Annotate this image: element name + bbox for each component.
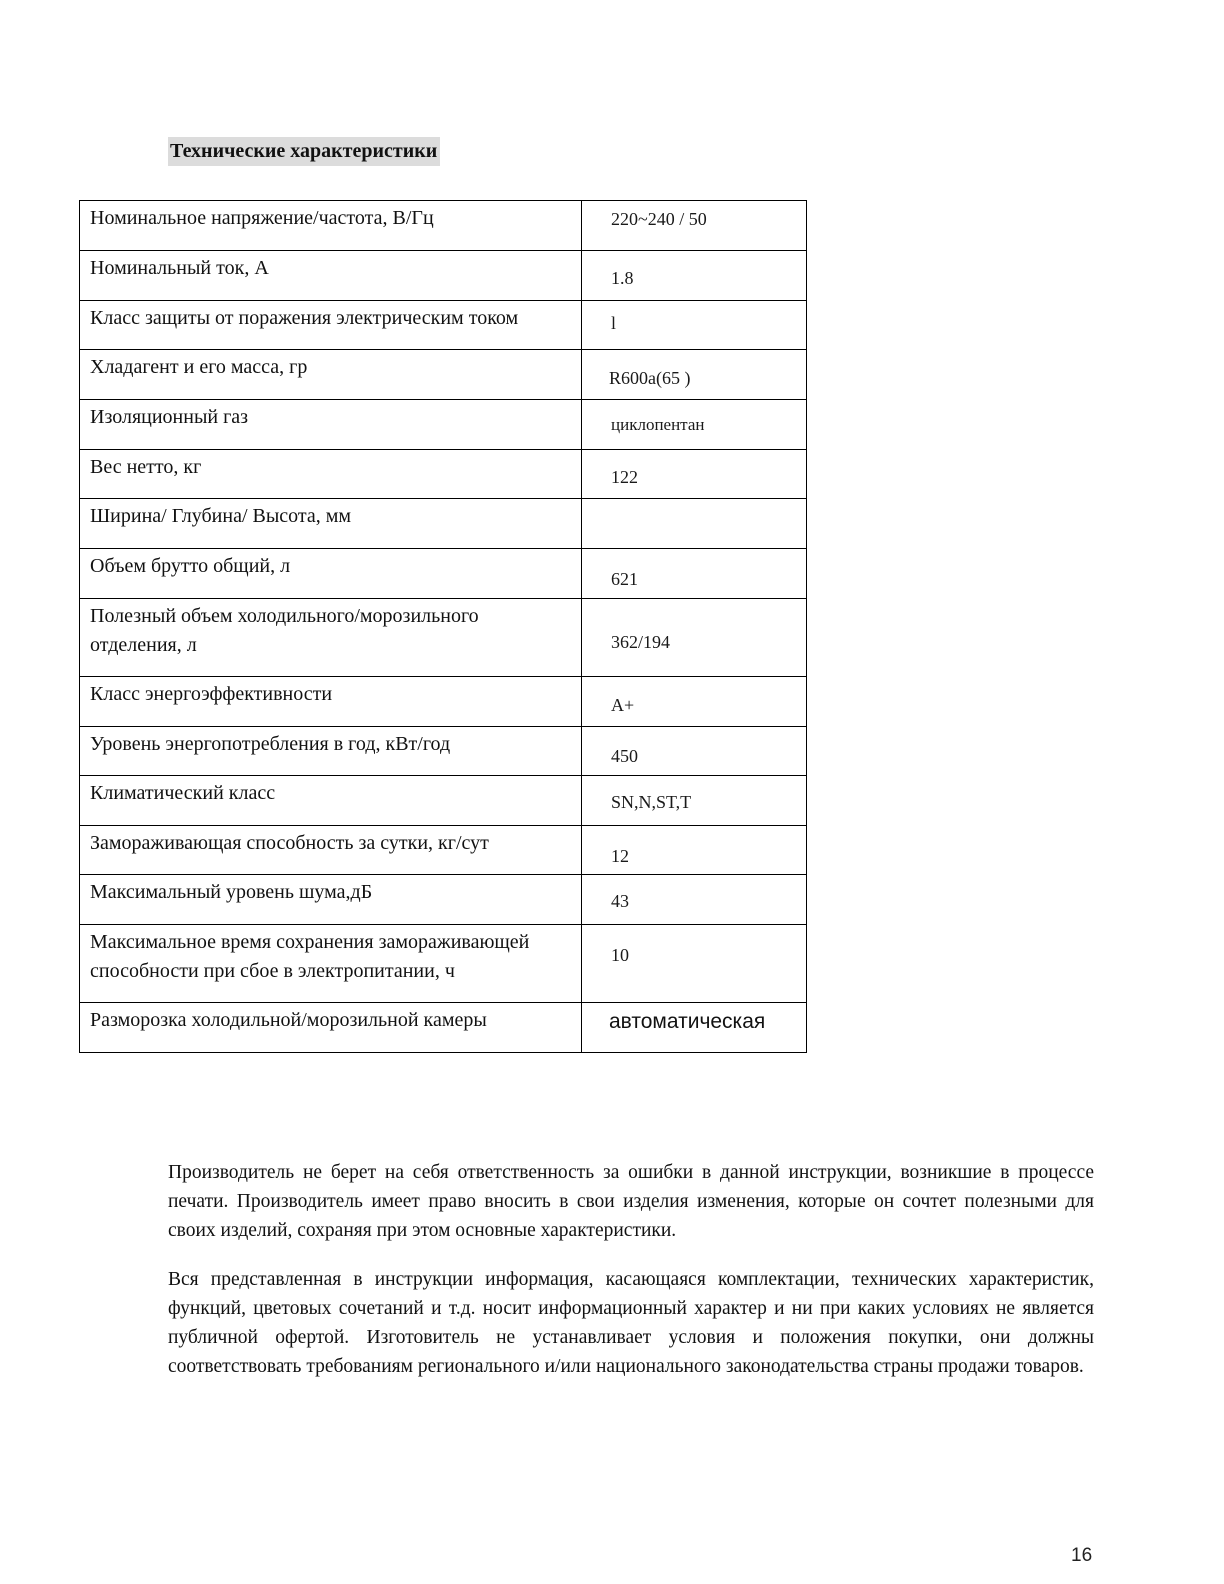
table-row <box>80 251 807 301</box>
spec-value: 12 <box>582 826 807 875</box>
disclaimer-paragraph: Производитель не берет на себя ответственность за ошибки в данной инструкции, возникшие в процессе печати. Производитель имеет право вносить в свои изделия изменения, которые он сочтет полезными для своих изделий, сохраняя при этом основные характеристики. <box>168 1162 1094 1241</box>
spec-label: Уровень энергопотребления в год, кВт/год <box>80 727 582 776</box>
spec-label: Вес нетто, кг <box>80 450 582 499</box>
table-row <box>80 875 807 925</box>
table-row <box>80 450 807 499</box>
spec-label: Номинальный ток, А <box>80 251 582 301</box>
spec-value <box>582 499 807 549</box>
spec-label: Номинальное напряжение/частота, В/Гц <box>80 201 582 251</box>
spec-table <box>79 200 807 1053</box>
table-row <box>80 776 807 826</box>
table-row <box>80 499 807 549</box>
spec-label: Максимальное время сохранения замораживающей способности при сбое в электропитании, ч <box>80 925 582 1003</box>
spec-label: Замораживающая способность за сутки, кг/сут <box>80 826 582 875</box>
table-row <box>80 201 807 251</box>
spec-label: Класс защиты от поражения электрическим током <box>80 301 582 350</box>
spec-value: A+ <box>582 677 807 727</box>
spec-value: 43 <box>582 875 807 925</box>
spec-label: Климатический класс <box>80 776 582 826</box>
spec-label: Максимальный уровень шума,дБ <box>80 875 582 925</box>
spec-value: циклопентан <box>582 400 807 450</box>
spec-value: автоматическая <box>582 1003 807 1053</box>
spec-value: R600a(65 ) <box>582 350 807 400</box>
spec-value: 621 <box>582 549 807 599</box>
table-row <box>80 350 807 400</box>
spec-label: Разморозка холодильной/морозильной камеры <box>80 1003 582 1053</box>
table-row <box>80 826 807 875</box>
table-row <box>80 925 807 1003</box>
table-row <box>80 599 807 677</box>
table-row <box>80 1003 807 1053</box>
spec-value: SN,N,ST,T <box>582 776 807 826</box>
table-row <box>80 301 807 350</box>
spec-value: 220~240 / 50 <box>582 201 807 251</box>
spec-label: Хладагент и его масса, гр <box>80 350 582 400</box>
spec-value: 122 <box>582 450 807 499</box>
spec-label: Ширина/ Глубина/ Высота, мм <box>80 499 582 549</box>
info-paragraph: Вся представленная в инструкции информация, касающаяся комплектации, технических характеристик, функций, цветовых сочетаний и т.д. носит информационный характер и ни при каких условиях не является публичной офертой. Изготовитель не устанавливает условия и положения покупки, они должны соответствовать требованиям регионального и/или национального законодательства страны продажи товаров. <box>168 1269 1094 1377</box>
spec-label: Полезный объем холодильного/морозильного отделения, л <box>80 599 582 677</box>
spec-value: 362/194 <box>582 599 807 677</box>
spec-value: 1.8 <box>582 251 807 301</box>
table-row <box>80 549 807 599</box>
table-row <box>80 677 807 727</box>
spec-label: Изоляционный газ <box>80 400 582 450</box>
spec-value: 10 <box>582 925 807 1003</box>
section-title: Технические характеристики <box>168 137 440 166</box>
spec-value: l <box>582 301 807 350</box>
page-number: 16 <box>1071 1545 1093 1566</box>
table-row <box>80 727 807 776</box>
table-row <box>80 400 807 450</box>
spec-value: 450 <box>582 727 807 776</box>
spec-label: Объем брутто общий, л <box>80 549 582 599</box>
spec-label: Класс энергоэффективности <box>80 677 582 727</box>
